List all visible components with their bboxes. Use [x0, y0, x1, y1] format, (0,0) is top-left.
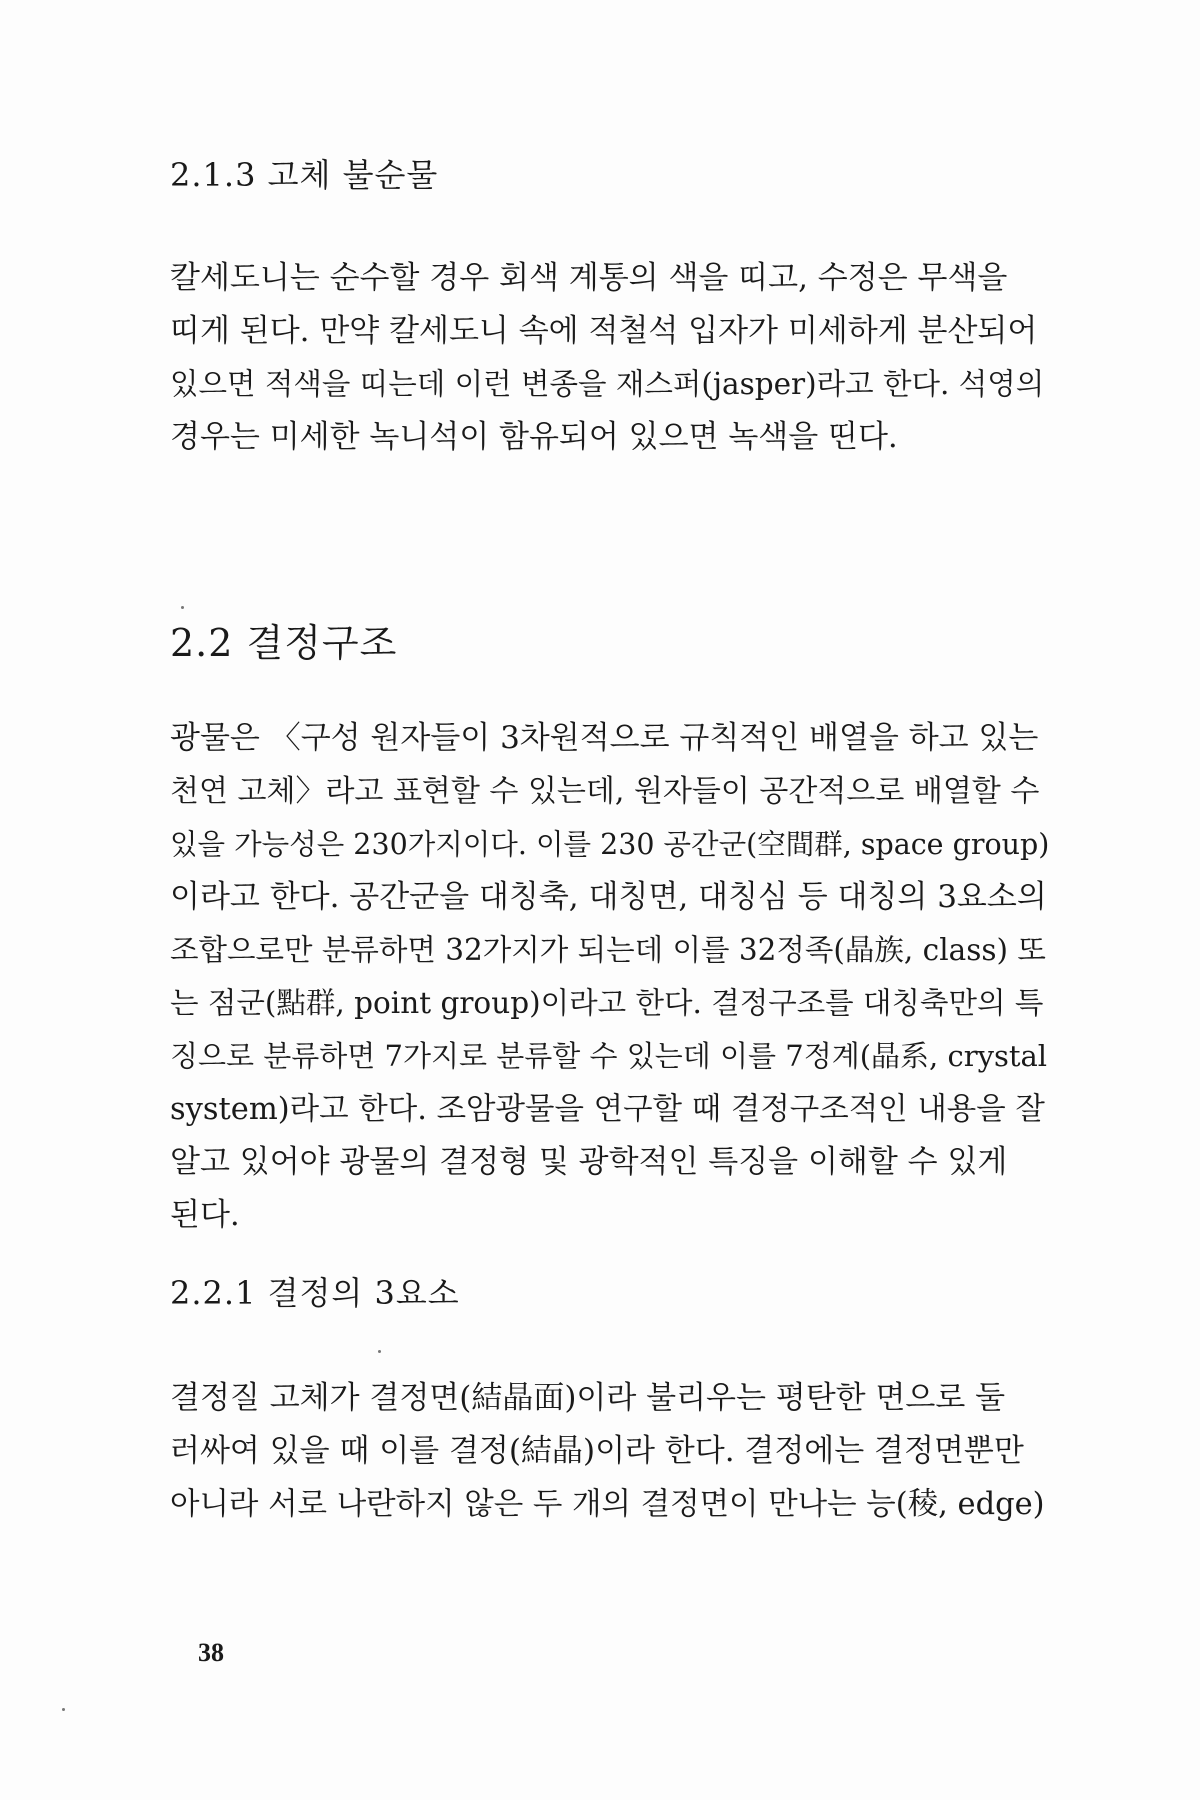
text-line: 광물은 〈구성 원자들이 3차원적으로 규칙적인 배열을 하고 있는: [170, 720, 1039, 756]
text-line: 있으면 적색을 띠는데 이런 변종을 재스퍼(jasper)라고 한다. 석영의: [170, 367, 1045, 401]
page-number: 38: [198, 1638, 224, 1667]
text-line: 이라고 한다. 공간군을 대칭축, 대칭면, 대칭심 등 대칭의 3요소의: [170, 879, 1047, 915]
scan-speck: [62, 1708, 65, 1711]
text-line: 경우는 미세한 녹니석이 함유되어 있으면 녹색을 띤다.: [170, 419, 898, 455]
text-line: 된다.: [170, 1197, 240, 1233]
section-2-2-paragraph: [170, 712, 1050, 1242]
text-line: 칼세도니는 순수할 경우 회색 계통의 색을 띠고, 수정은 무색을: [170, 260, 1008, 296]
section-2-1-3-body: [170, 252, 1050, 464]
text-line: 천연 고체〉라고 표현할 수 있는데, 원자들이 공간적으로 배열할 수: [170, 774, 1040, 809]
text-line: 조합으로만 분류하면 32가지가 되는데 이를 32정족(晶族, class) 또: [170, 933, 1046, 967]
text-line: 알고 있어야 광물의 결정형 및 광학적인 특징을 이해할 수 있게: [170, 1144, 1008, 1180]
text-line: 있을 가능성은 230가지이다. 이를 230 공간군(空間群, space group): [170, 828, 1050, 861]
text-line: 결정질 고체가 결정면(結晶面)이라 불리우는 평탄한 면으로 둘: [170, 1380, 1006, 1416]
section-2-1-3-paragraph: [170, 252, 1050, 464]
section-2-2-heading-block: [170, 612, 1050, 667]
text-line: 러싸여 있을 때 이를 결정(結晶)이라 한다. 결정에는 결정면뿐만: [170, 1433, 1024, 1469]
section-2-1-3-heading: 2.1.3 고체 불순물: [170, 156, 439, 194]
text-line: 띠게 된다. 만약 칼세도니 속에 적철석 입자가 미세하게 분산되어: [170, 313, 1038, 349]
section-2-2-1-heading: 2.2.1 결정의 3요소: [170, 1274, 460, 1312]
scan-speck: [378, 1350, 381, 1353]
section-2-2-1-heading-block: [170, 1268, 1050, 1314]
section-2-2-body: [170, 712, 1050, 1242]
section-2-2-heading: 2.2 결정구조: [170, 621, 398, 665]
section-2-1-3-heading-block: [170, 150, 1050, 196]
scan-speck: [181, 606, 184, 609]
text-line: 는 점군(點群, point group)이라고 한다. 결정구조를 대칭축만의 특: [170, 986, 1044, 1020]
text-line: 아니라 서로 나란하지 않은 두 개의 결정면이 만나는 능(稜, edge): [170, 1487, 1045, 1522]
text-line: system)라고 한다. 조암광물을 연구할 때 결정구조적인 내용을 잘: [170, 1092, 1045, 1127]
section-2-2-1-paragraph: [170, 1372, 1050, 1531]
text-line: 징으로 분류하면 7가지로 분류할 수 있는데 이를 7정계(晶系, crystal: [170, 1039, 1048, 1073]
section-2-2-1-body: [170, 1372, 1050, 1531]
